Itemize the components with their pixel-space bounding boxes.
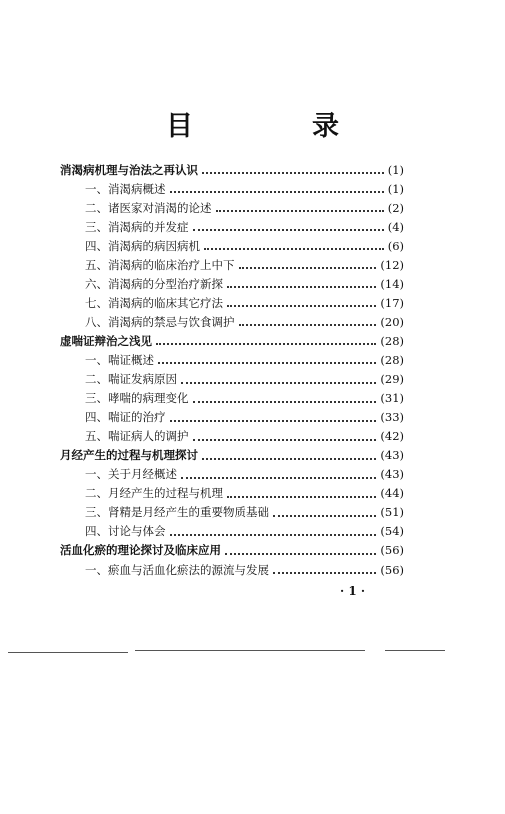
toc-section-entry — [60, 484, 404, 503]
dot-leader — [158, 361, 376, 364]
toc-entry-page: (17) — [380, 295, 404, 310]
dot-leader — [181, 476, 376, 479]
toc-section-entry — [60, 408, 404, 427]
dot-leader — [273, 571, 376, 574]
toc-entry-label: 四、消渴病的病因病机 — [85, 238, 200, 253]
toc-entry-label: 四、喘证的治疗 — [85, 410, 166, 425]
toc-section-entry — [60, 370, 404, 389]
dot-leader — [170, 190, 384, 193]
toc-entry-label: 一、喘证概述 — [85, 352, 154, 367]
toc-entry-page: (4) — [387, 219, 404, 234]
toc-section-entry — [60, 389, 404, 408]
toc-entry-label: 消渴病机理与治法之再认识 — [60, 162, 198, 177]
toc-entry-label: 二、喘证发病原因 — [85, 372, 177, 387]
toc-section-entry — [60, 198, 404, 217]
toc-section-entry — [60, 560, 404, 579]
toc-section-entry — [60, 274, 404, 293]
dot-leader — [156, 342, 376, 345]
dot-leader — [170, 533, 377, 536]
toc-entry-page: (2) — [387, 200, 404, 215]
dot-leader — [225, 552, 376, 555]
toc-entry-page: (43) — [380, 467, 404, 482]
toc-section-entry — [60, 179, 404, 198]
scan-edge-line — [8, 652, 128, 653]
dot-leader — [170, 419, 377, 422]
toc-entry-page: (44) — [380, 486, 404, 501]
toc-entry-page: (6) — [387, 238, 404, 253]
scan-edge-line — [135, 650, 365, 651]
toc-section-entry — [60, 255, 404, 274]
toc-section-entry — [60, 503, 404, 522]
toc-entry-page: (14) — [380, 276, 404, 291]
scan-edge-line — [385, 650, 445, 651]
toc-entry-page: (12) — [380, 257, 404, 272]
toc-entry-page: (1) — [387, 181, 404, 196]
toc-entry-page: (56) — [380, 543, 404, 558]
dot-leader — [181, 381, 376, 384]
toc-section-entry — [60, 293, 404, 312]
dot-leader — [193, 228, 384, 231]
dot-leader — [216, 209, 384, 212]
toc-entry-label: 五、喘证病人的调护 — [85, 429, 189, 444]
dot-leader — [202, 171, 384, 174]
dot-leader — [227, 495, 376, 498]
toc-entry-label: 一、关于月经概述 — [85, 467, 177, 482]
dot-leader — [193, 438, 377, 441]
toc-entry-page: (33) — [380, 410, 404, 425]
toc-chapter-entry — [60, 331, 404, 350]
dot-leader — [202, 457, 376, 460]
dot-leader — [227, 285, 376, 288]
page-title: 目 录 — [166, 111, 385, 142]
toc-entry-page: (54) — [380, 524, 404, 539]
toc-entry-page: (28) — [380, 352, 404, 367]
toc-section-entry — [60, 522, 404, 541]
dot-leader — [239, 266, 377, 269]
toc-entry-page: (31) — [380, 391, 404, 406]
page-number: · 1 · — [340, 584, 366, 598]
dot-leader — [227, 304, 376, 307]
toc-section-entry — [60, 427, 404, 446]
toc-entry-label: 五、消渴病的临床治疗上中下 — [85, 257, 235, 272]
toc-section-entry — [60, 217, 404, 236]
toc-section-entry — [60, 236, 404, 255]
toc-entry-label: 三、肾精是月经产生的重要物质基础 — [85, 505, 269, 520]
toc-chapter-entry — [60, 160, 404, 179]
toc-entry-page: (51) — [380, 505, 404, 520]
toc-chapter-entry — [60, 541, 404, 560]
toc-entry-label: 一、消渴病概述 — [85, 181, 166, 196]
toc-section-entry — [60, 465, 404, 484]
toc-entry-label: 八、消渴病的禁忌与饮食调护 — [85, 314, 235, 329]
dot-leader — [204, 247, 384, 250]
toc-entry-label: 活血化瘀的理论探讨及临床应用 — [60, 543, 221, 558]
toc-entry-label: 一、瘀血与活血化瘀法的源流与发展 — [85, 562, 269, 577]
toc-entry-label: 二、诸医家对消渴的论述 — [85, 200, 212, 215]
toc-entry-page: (56) — [380, 562, 404, 577]
toc-entry-label: 三、消渴病的并发症 — [85, 219, 189, 234]
toc-entry-label: 虚喘证辩治之浅见 — [60, 333, 152, 348]
dot-leader — [193, 400, 377, 403]
toc-chapter-entry — [60, 446, 404, 465]
toc-entry-page: (20) — [380, 314, 404, 329]
toc-entry-label: 二、月经产生的过程与机理 — [85, 486, 223, 501]
toc-entry-label: 三、哮喘的病理变化 — [85, 391, 189, 406]
dot-leader — [239, 323, 377, 326]
dot-leader — [273, 514, 376, 517]
toc-entry-label: 六、消渴病的分型治疗新探 — [85, 276, 223, 291]
toc-entry-page: (29) — [380, 372, 404, 387]
toc-entry-label: 七、消渴病的临床其它疗法 — [85, 295, 223, 310]
toc-entry-page: (42) — [380, 429, 404, 444]
toc-entry-page: (28) — [380, 333, 404, 348]
toc-section-entry — [60, 312, 404, 331]
toc-entry-page: (43) — [380, 448, 404, 463]
toc-section-entry — [60, 350, 404, 369]
table-of-contents — [60, 160, 404, 579]
toc-entry-page: (1) — [387, 162, 404, 177]
toc-entry-label: 月经产生的过程与机理探讨 — [60, 448, 198, 463]
toc-entry-label: 四、讨论与体会 — [85, 524, 166, 539]
